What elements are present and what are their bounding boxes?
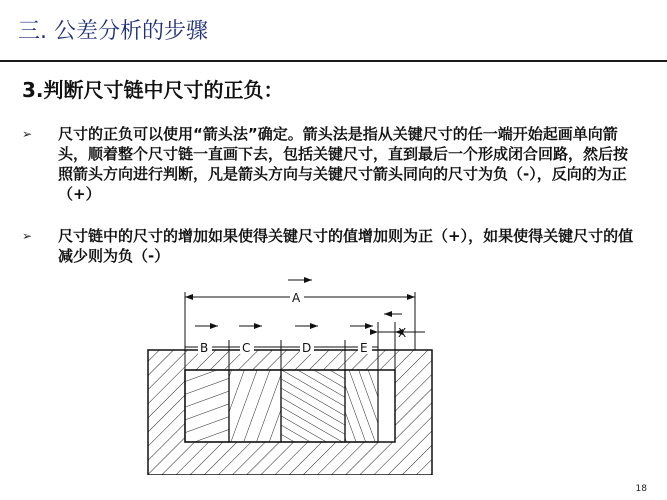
dimension-chain-diagram: [140, 270, 460, 475]
dim-label-x: X: [398, 326, 407, 340]
page-title: 三. 公差分析的步骤: [18, 19, 208, 44]
part-e: [345, 370, 378, 442]
bullet-item-2: [22, 226, 642, 266]
section-subtitle: 3.判断尺寸链中尺寸的正负：: [22, 78, 284, 102]
page-number: 18: [635, 484, 647, 494]
bullet-text-1: 尺寸的正负可以使用“箭头法”确定。箭头法是指从关键尺寸的任一端开始起画单向箭头，顺着整个尺寸链一直画下去，包括关键尺寸，直到最后一个形成闭合回路，然后按照箭头方向进行判断，凡是箭头方向与关键尺寸箭头同向的尺寸为负（-），反向的为正（+）: [58, 125, 629, 203]
bullet-item-1: [22, 124, 642, 204]
dim-label-a: A: [292, 291, 301, 305]
title-divider: [0, 60, 667, 62]
dim-label-e: E: [360, 341, 368, 355]
bullet-arrow-icon: ➢: [22, 127, 33, 141]
bullet-arrow-icon: ➢: [22, 229, 33, 243]
dim-label-b: B: [200, 341, 209, 355]
part-b: [185, 370, 229, 442]
dim-label-d: D: [302, 341, 312, 355]
part-d: [281, 370, 345, 442]
dim-label-c: C: [242, 341, 251, 355]
bullet-text-2: 尺寸链中的尺寸的增加如果使得关键尺寸的值增加则为正（+），如果使得关键尺寸的值减少则为负（-）: [58, 227, 634, 265]
part-c: [229, 370, 281, 442]
